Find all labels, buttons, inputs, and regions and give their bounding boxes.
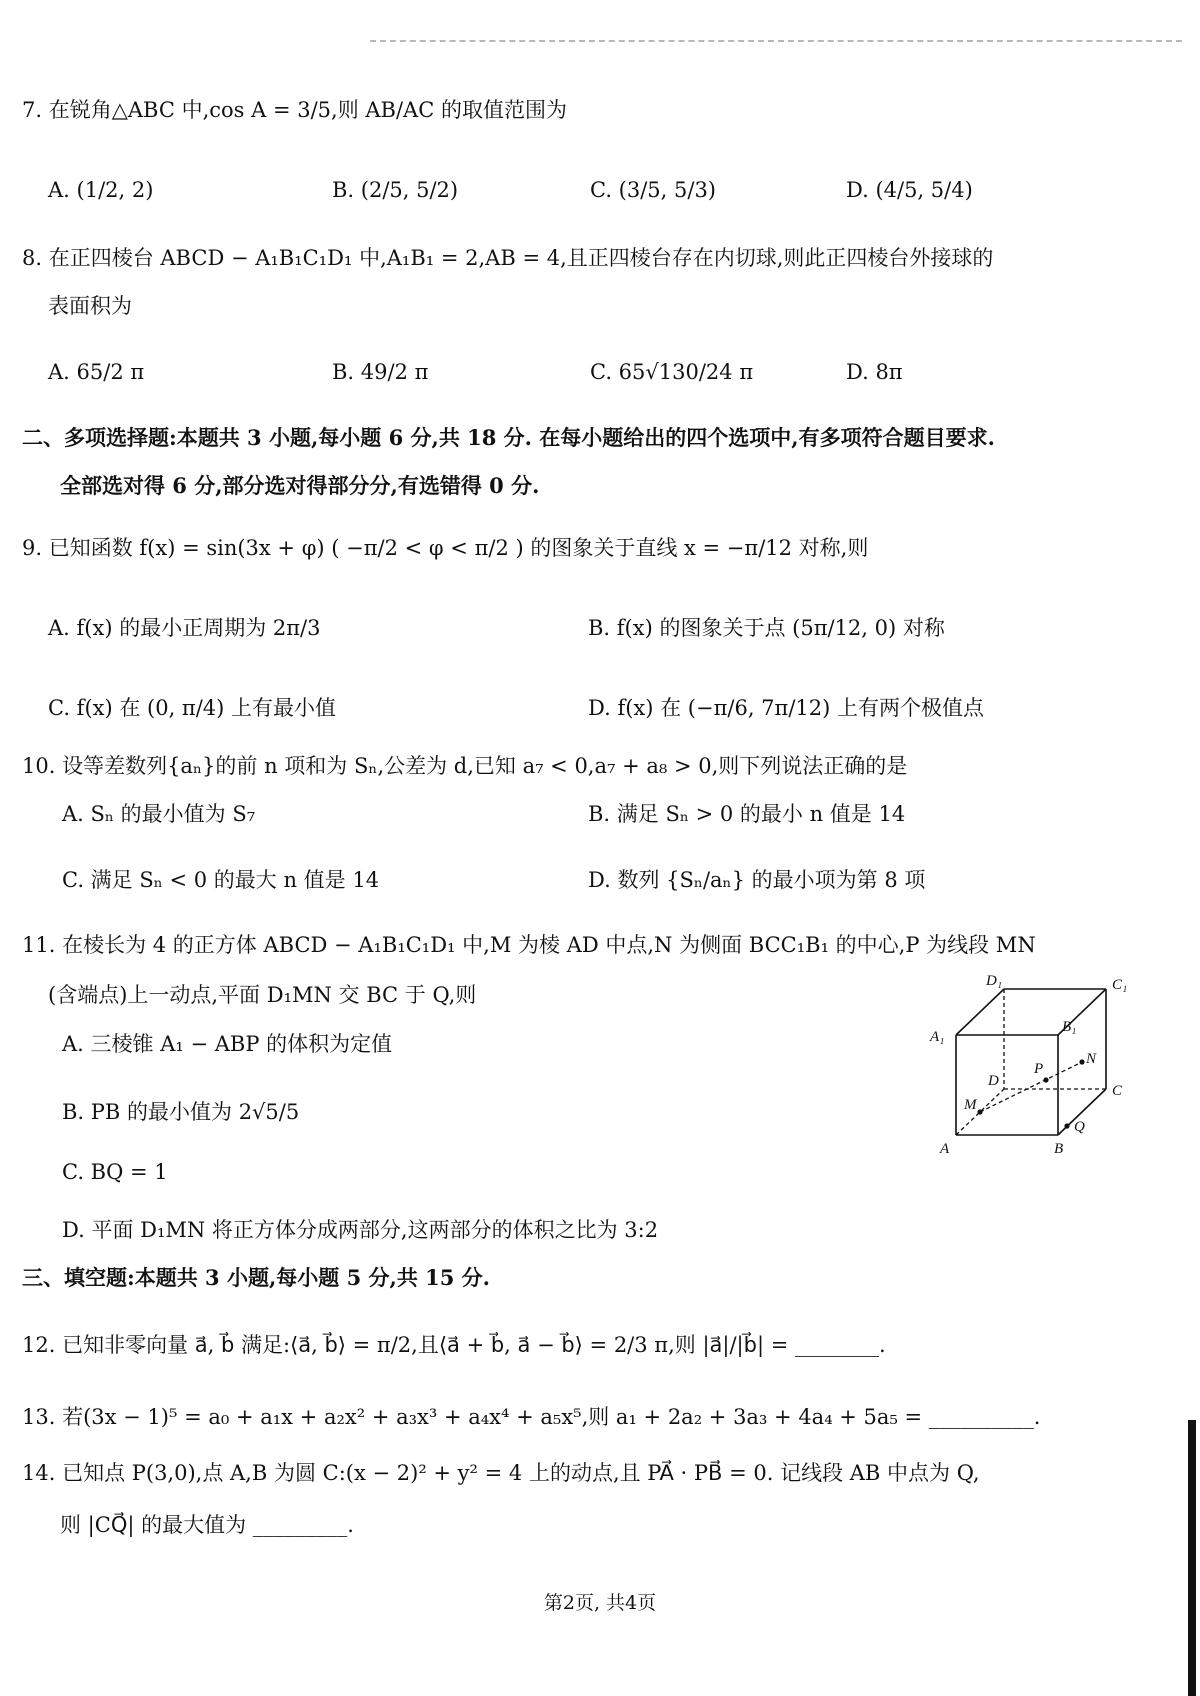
label-d: D <box>988 1073 999 1089</box>
top-dashed-rule <box>370 40 1182 42</box>
q8-stem-line2: 表面积为 <box>48 294 132 318</box>
label-p: P <box>1034 1061 1044 1077</box>
q8-option-a: A. 65/2 π <box>48 360 145 384</box>
q8-option-d: D. 8π <box>846 360 903 384</box>
q8-option-b: B. 49/2 π <box>332 360 429 384</box>
point-m <box>977 1109 982 1114</box>
q9-stem: 9. 已知函数 f(x) = sin(3x + φ) ( −π/2 < φ < π/2 ) 的图象关于直线 x = −π/12 对称,则 <box>22 536 869 560</box>
q11-option-b: B. PB 的最小值为 2√5/5 <box>62 1100 300 1124</box>
q11-option-c: C. BQ = 1 <box>62 1160 168 1184</box>
q9-option-c: C. f(x) 在 (0, π/4) 上有最小值 <box>48 696 337 720</box>
q10-stem: 10. 设等差数列{aₙ}的前 n 项和为 Sₙ,公差为 d,已知 a₇ < 0,a₇ + a₈ > 0,则下列说法正确的是 <box>22 754 908 778</box>
label-c: C <box>1112 1083 1123 1099</box>
q14-stem-line1: 14. 已知点 P(3,0),点 A,B 为圆 C:(x − 2)² + y² = 4 上的动点,且 PA⃗ · PB⃗ = 0. 记线段 AB 中点为 Q, <box>22 1461 980 1485</box>
q8-stem-line1: 8. 在正四棱台 ABCD − A₁B₁C₁D₁ 中,A₁B₁ = 2,AB = 4,且正四棱台存在内切球,则此正四棱台外接球的 <box>22 246 994 270</box>
label-c1: C₁ <box>1112 977 1128 993</box>
scan-edge-bar <box>1188 1420 1196 1696</box>
label-q: Q <box>1074 1119 1085 1135</box>
q9-option-b: B. f(x) 的图象关于点 (5π/12, 0) 对称 <box>588 616 945 640</box>
page-footer: 第2页, 共4页 <box>543 1592 657 1614</box>
label-b1: B₁ <box>1062 1019 1077 1035</box>
label-a1: A₁ <box>930 1029 945 1045</box>
q7-option-d: D. (4/5, 5/4) <box>846 178 973 202</box>
q11-option-d: D. 平面 D₁MN 将正方体分成两部分,这两部分的体积之比为 3:2 <box>62 1218 659 1242</box>
q10-option-c: C. 满足 Sₙ < 0 的最大 n 值是 14 <box>62 868 380 892</box>
q11-option-a: A. 三棱锥 A₁ − ABP 的体积为定值 <box>62 1032 393 1056</box>
q10-option-d: D. 数列 {Sₙ/aₙ} 的最小项为第 8 项 <box>588 868 926 892</box>
point-q <box>1064 1123 1069 1128</box>
q9-option-d: D. f(x) 在 (−π/6, 7π/12) 上有两个极值点 <box>588 696 984 720</box>
q11-stem-line2: (含端点)上一动点,平面 D₁MN 交 BC 于 Q,则 <box>48 983 477 1007</box>
q11-stem-line1: 11. 在棱长为 4 的正方体 ABCD − A₁B₁C₁D₁ 中,M 为棱 AD 中点,N 为侧面 BCC₁B₁ 的中心,P 为线段 MN <box>22 933 1036 957</box>
q7-stem: 7. 在锐角△ABC 中,cos A = 3/5,则 AB/AC 的取值范围为 <box>22 98 567 122</box>
label-n: N <box>1086 1051 1097 1067</box>
q7-option-b: B. (2/5, 5/2) <box>332 178 459 202</box>
section2-heading-line1: 二、多项选择题:本题共 3 小题,每小题 6 分,共 18 分. 在每小题给出的四个选项中,有多项符合题目要求. <box>22 425 995 450</box>
point-n <box>1079 1059 1084 1064</box>
q10-option-b: B. 满足 Sₙ > 0 的最小 n 值是 14 <box>588 802 906 826</box>
q14-stem-line2: 则 |CQ⃗| 的最大值为 _________. <box>60 1513 354 1537</box>
label-d1: D₁ <box>986 975 1003 989</box>
section2-heading-line2: 全部选对得 6 分,部分选对得部分分,有选错得 0 分. <box>60 473 540 498</box>
label-m: M <box>964 1097 977 1113</box>
q9-option-a: A. f(x) 的最小正周期为 2π/3 <box>48 616 321 640</box>
section3-heading: 三、填空题:本题共 3 小题,每小题 5 分,共 15 分. <box>22 1265 490 1290</box>
label-b: B <box>1054 1141 1064 1155</box>
q13-stem: 13. 若(3x − 1)⁵ = a₀ + a₁x + a₂x² + a₃x³ + a₄x⁴ + a₅x⁵,则 a₁ + 2a₂ + 3a₃ + 4a₄ + 5a₅ = __________. <box>22 1405 1041 1429</box>
label-a: A <box>940 1141 950 1155</box>
q12-stem: 12. 已知非零向量 a⃗, b⃗ 满足:⟨a⃗, b⃗⟩ = π/2,且⟨a⃗ + b⃗, a⃗ − b⃗⟩ = 2/3 π,则 |a⃗|/|b⃗| = ________. <box>22 1333 886 1357</box>
q10-option-a: A. Sₙ 的最小值为 S₇ <box>62 802 256 826</box>
q7-option-c: C. (3/5, 5/3) <box>590 178 716 202</box>
edge-a1-d1 <box>956 989 1004 1035</box>
point-p <box>1043 1077 1048 1082</box>
q8-option-c: C. 65√130/24 π <box>590 360 754 384</box>
cube-figure <box>928 975 1140 1155</box>
q7-option-a: A. (1/2, 2) <box>48 178 154 202</box>
